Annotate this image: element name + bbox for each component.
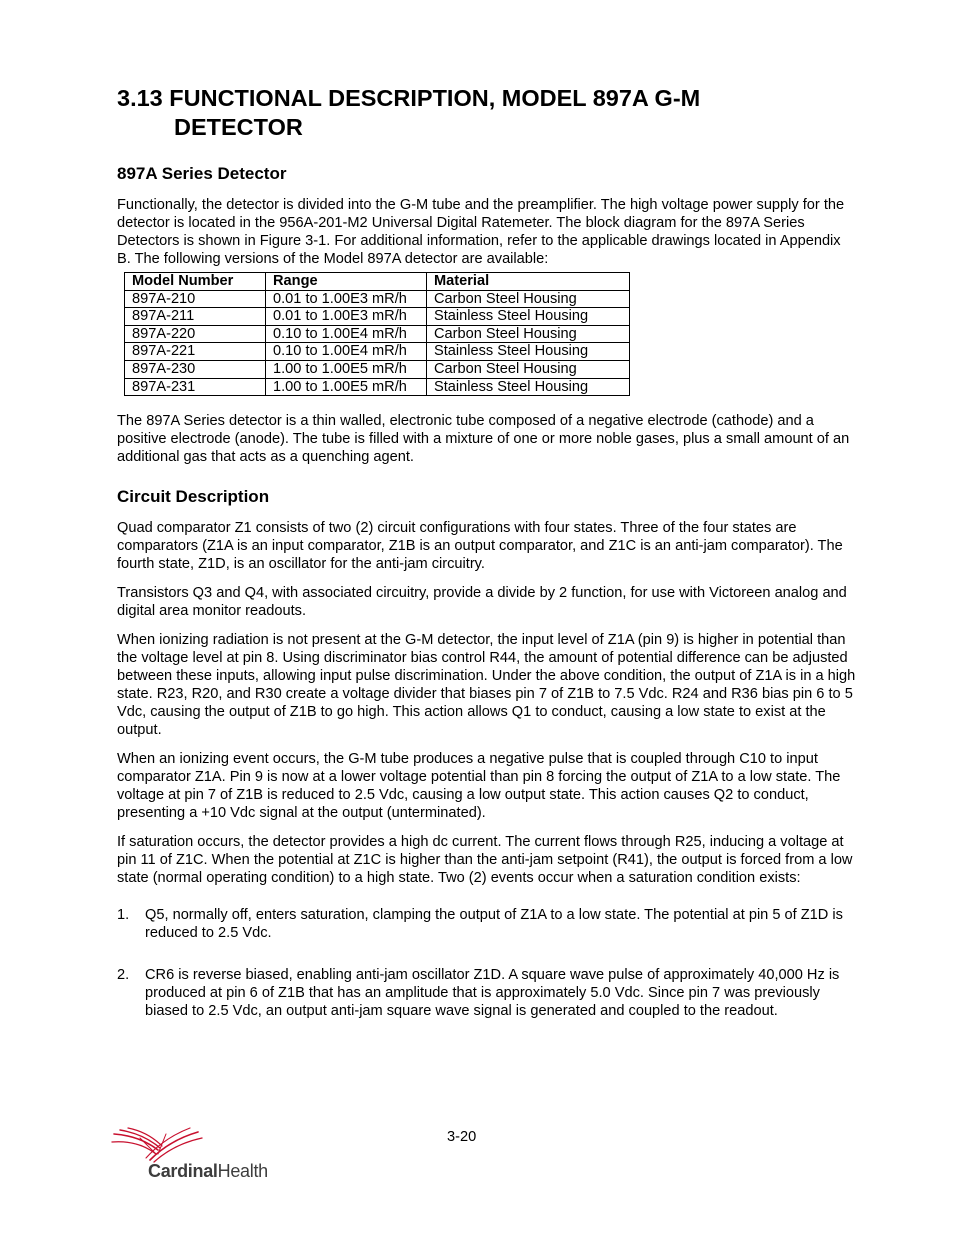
table-header-model: Model Number — [125, 273, 266, 291]
table-cell: 0.01 to 1.00E3 mR/h — [266, 290, 427, 308]
logo-wordmark — [148, 1161, 268, 1182]
table-row — [125, 325, 630, 343]
list-item — [117, 906, 857, 942]
page-number: 3-20 — [447, 1129, 477, 1145]
document-page — [117, 84, 857, 1020]
series-heading: 897A Series Detector — [117, 164, 287, 183]
table-cell: 897A-210 — [125, 290, 266, 308]
table-row — [125, 360, 630, 378]
list-item — [117, 966, 857, 1020]
section-heading — [117, 84, 857, 142]
table-cell: 1.00 to 1.00E5 mR/h — [266, 378, 427, 396]
table-cell: Carbon Steel Housing — [427, 325, 630, 343]
table-cell: 897A-211 — [125, 308, 266, 326]
circuit-paragraph: When an ionizing event occurs, the G-M tube produces a negative pulse that is coupled through C10 to input comparator Z1A. Pin 9 is now at a lower voltage potential than pin 8 forcing the output of Z1A to a low state. The voltage at pin 7 of Z1B is reduced to 2.5 Vdc, causing a low output state. This action causes Q2 to conduct, presenting a +10 Vdc signal at the output (unterminated). — [117, 751, 841, 822]
circuit-paragraph: Quad comparator Z1 consists of two (2) circuit configurations with four states. Three of the four states are comparators (Z1A is an input comparator, Z1B is an output comparator, and Z1C is an anti-jam comparator). The fourth state, Z1D, is an oscillator for the anti-jam circuitry. — [117, 520, 843, 573]
table-cell: 0.10 to 1.00E4 mR/h — [266, 325, 427, 343]
table-cell: Stainless Steel Housing — [427, 343, 630, 361]
cardinal-health-logo — [110, 1126, 280, 1186]
list-item-number: 1. — [117, 907, 130, 924]
circuit-paragraph: If saturation occurs, the detector provides a high dc current. The current flows through R25, inducing a voltage at pin 11 of Z1C. When the potential at Z1C is higher than the anti-jam setpoint (R41), the output is forced from a low state (normal operating condition) to a high state. Two (2) events occur when a saturation condition exists: — [117, 834, 853, 887]
table-cell: Stainless Steel Housing — [427, 378, 630, 396]
table-cell: Stainless Steel Housing — [427, 308, 630, 326]
list-item-text: CR6 is reverse biased, enabling anti-jam oscillator Z1D. A square wave pulse of approximately 40,000 Hz is produced at pin 6 of Z1B that has an amplitude that is approximately 5.0 Vdc. Since pin 7 was previously biased to 2.5 Vdc, an output anti-jam square wave signal is generated and coupled to the readout. — [145, 967, 840, 1020]
table-row — [125, 290, 630, 308]
table-cell: 1.00 to 1.00E5 mR/h — [266, 360, 427, 378]
table-cell: 0.10 to 1.00E4 mR/h — [266, 343, 427, 361]
table-cell: 897A-221 — [125, 343, 266, 361]
table-cell: 897A-220 — [125, 325, 266, 343]
table-header-row — [125, 273, 630, 291]
circuit-paragraph: Transistors Q3 and Q4, with associated circuitry, provide a divide by 2 function, for use with Victoreen analog and digital area monitor readouts. — [117, 585, 847, 620]
table-header-range: Range — [266, 273, 427, 291]
model-table — [124, 272, 630, 396]
tube-paragraph: The 897A Series detector is a thin walled, electronic tube composed of a negative electrode (cathode) and a positive electrode (anode). The tube is filled with a mixture of one or more noble gases, plus a small amount of an additional gas that acts as a quenching agent. — [117, 413, 850, 466]
section-heading-line2: DETECTOR — [174, 114, 303, 140]
logo-word-cardinal: Cardinal — [148, 1161, 218, 1181]
table-cell: Carbon Steel Housing — [427, 360, 630, 378]
list-item-text: Q5, normally off, enters saturation, clamping the output of Z1A to a low state. The potential at pin 5 of Z1D is reduced to 2.5 Vdc. — [145, 907, 843, 942]
numbered-list — [117, 906, 857, 1020]
table-cell: 897A-231 — [125, 378, 266, 396]
table-row — [125, 343, 630, 361]
list-item-number: 2. — [117, 967, 130, 984]
logo-word-health: Health — [217, 1161, 268, 1181]
circuit-heading: Circuit Description — [117, 487, 270, 507]
table-cell: 897A-230 — [125, 360, 266, 378]
section-heading-line1: 3.13 FUNCTIONAL DESCRIPTION, MODEL 897A G-M — [117, 85, 701, 111]
table-row — [125, 378, 630, 396]
intro-paragraph: Functionally, the detector is divided into the G-M tube and the preamplifier. The high voltage power supply for the detector is located in the 956A-201-M2 Universal Digital Ratemeter. The block diagram for the 897A Series Detectors is shown in Figure 3-1. For additional information, refer to the applicable drawings located in Appendix B. The following versions of the Model 897A detector are available: — [117, 197, 845, 267]
table-cell: Carbon Steel Housing — [427, 290, 630, 308]
table-cell: 0.01 to 1.00E3 mR/h — [266, 308, 427, 326]
table-row — [125, 308, 630, 326]
circuit-paragraph: When ionizing radiation is not present at the G-M detector, the input level of Z1A (pin 9) is higher in potential than the voltage level at pin 8. Using discriminator bias control R44, the amount of potential difference can be adjusted between these inputs, allowing input pulse discrimination. Under the above condition, the output of Z1A is in a high state. R23, R20, and R30 create a voltage divider that biases pin 7 of Z1B to 7.5 Vdc. R24 and R36 bias pin 6 to 5 Vdc, causing the output of Z1B to go high. This action allows Q1 to conduct, causing a low state to exist at the output. — [117, 632, 856, 739]
table-header-material: Material — [427, 273, 630, 291]
